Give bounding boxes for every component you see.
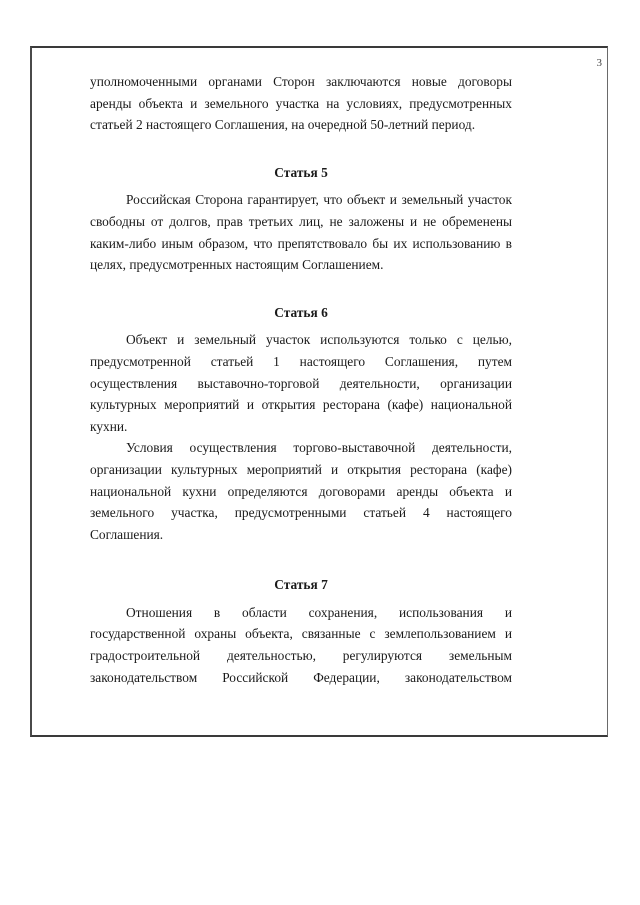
article-7 [90, 574, 512, 688]
article-7-paragraph-1: Отношения в области сохранения, использования и государственной охраны объекта, связанные с землепользованием и градостроительной деятельностью, регулируются земельным законодательством Российской Федерации, законодательством [90, 604, 512, 685]
article-6-paragraph-2: Условия осуществления торгово-выставочной деятельности, организации культурных мероприятий и открытия ресторана (кафе) национальной кухни определяются договорами аренды объекта и земельного участка, предусмотренными статьей 4 настоящего Соглашения. [90, 440, 512, 542]
article-6-paragraph-1: Объект и земельный участок используются только с целью, предусмотренной статьей 1 настоящего Соглашения, путем осуществления выставочно-торговой деятельности, организации культурных мероприятий и открытия ресторана (кафе) национальной кухни. [90, 332, 512, 434]
article-5-paragraph-1: Российская Сторона гарантирует, что объект и земельный участок свободны от долгов, прав третьих лиц, не заложены и не обременены каким-либо иным образом, что препятствовало бы их использованию в целях, предусмотренных настоящим Соглашением. [90, 192, 512, 273]
article-5 [90, 162, 512, 276]
article-6 [90, 302, 512, 546]
page-number: 3 [596, 57, 602, 69]
article-6-title: Статья 6 [274, 304, 328, 320]
article-5-title: Статья 5 [274, 164, 328, 180]
document-body [90, 71, 512, 688]
article-7-title: Статья 7 [274, 577, 328, 593]
intro-paragraph: уполномоченными органами Сторон заключаются новые договоры аренды объекта и земельного участка на условиях, предусмотренных статьей 2 настоящего Соглашения, на очередной 50-летний период. [90, 74, 512, 133]
